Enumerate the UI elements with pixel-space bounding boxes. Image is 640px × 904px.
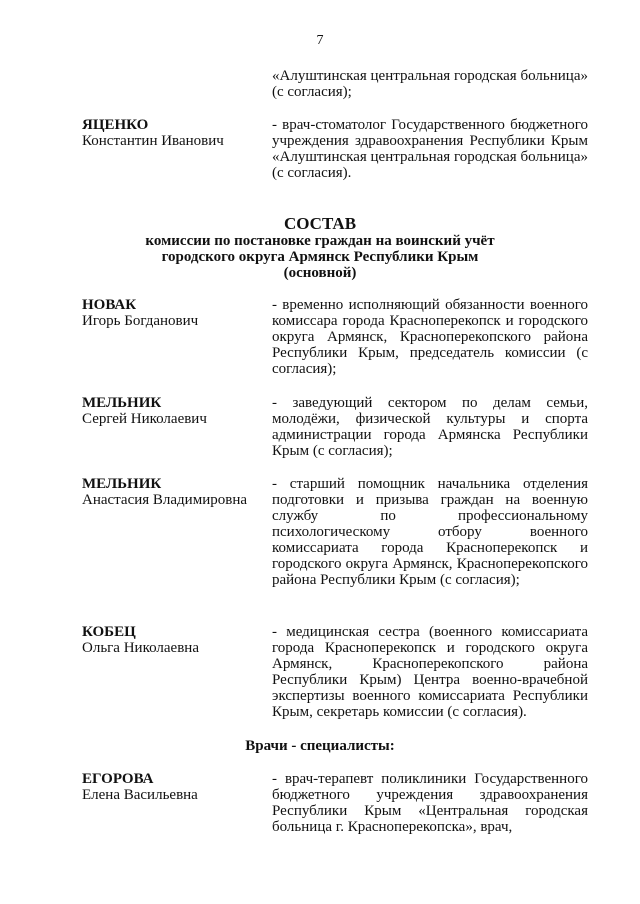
member-given-names: Сергей Николаевич bbox=[82, 411, 207, 427]
member-given-names: Ольга Николаевна bbox=[82, 640, 199, 656]
member-role: - медицинская сестра (военного комиссариата города Красноперекопск и городского округа Армянск, Красноперекопского района Республики Крым) Центра военно-врачебной экспертизы военного комиссариата Республики Крым, секретарь комиссии (с согласия). bbox=[272, 624, 588, 720]
page-number: 7 bbox=[316, 33, 324, 48]
member-surname: ЯЦЕНКО bbox=[82, 117, 149, 133]
member-surname: ЕГОРОВА bbox=[82, 771, 154, 787]
member-role: - врач-стоматолог Государственного бюджетного учреждения здравоохранения Республики Крым «Алуштинская центральная городская больница» (с согласия). bbox=[272, 117, 588, 181]
section-heading bbox=[0, 215, 640, 281]
section-subtitle-line: (основной) bbox=[283, 265, 357, 281]
member-name-block bbox=[82, 117, 267, 149]
continuation-text: «Алуштинская центральная городская больница» (с согласия); bbox=[272, 68, 588, 100]
member-surname: МЕЛЬНИК bbox=[82, 476, 162, 492]
member-surname: НОВАК bbox=[82, 297, 137, 313]
member-surname: КОБЕЦ bbox=[82, 624, 136, 640]
member-role: - врач-терапевт поликлиники Государственного бюджетного учреждения здравоохранения Республики Крым «Центральная городская больница г. Красноперекопска», врач, bbox=[272, 771, 588, 835]
member-name-block bbox=[82, 395, 267, 427]
member-given-names: Константин Иванович bbox=[82, 133, 224, 149]
member-role: - временно исполняющий обязанности военного комиссара города Красноперекопск и городского округа Армянск, Красноперекопского района Республики Крым, председатель комиссии (с согласия); bbox=[272, 297, 588, 377]
section-subtitle-line: городского округа Армянск Республики Крым bbox=[161, 249, 479, 265]
member-name-block bbox=[82, 297, 267, 329]
member-name-block bbox=[82, 476, 267, 508]
member-role: - старший помощник начальника отделения подготовки и призыва граждан на военную службу по профессиональному психологическому отбору военного комиссариата города Красноперекопск и городского округа Армянск, Красноперекопского района Республики Крым (с согласия); bbox=[272, 476, 588, 588]
specialists-heading: Врачи - специалисты: bbox=[245, 738, 395, 754]
member-role: - заведующий сектором по делам семьи, молодёжи, физической культуры и спорта администрации города Армянска Республики Крым (с согласия); bbox=[272, 395, 588, 459]
member-name-block bbox=[82, 771, 267, 803]
section-title: СОСТАВ bbox=[283, 214, 357, 233]
member-given-names: Игорь Богданович bbox=[82, 313, 199, 329]
section-subtitle-line: комиссии по постановке граждан на воинский учёт bbox=[145, 233, 495, 249]
member-name-block bbox=[82, 624, 267, 656]
member-surname: МЕЛЬНИК bbox=[82, 395, 162, 411]
member-given-names: Елена Васильевна bbox=[82, 787, 198, 803]
member-given-names: Анастасия Владимировна bbox=[82, 492, 247, 508]
